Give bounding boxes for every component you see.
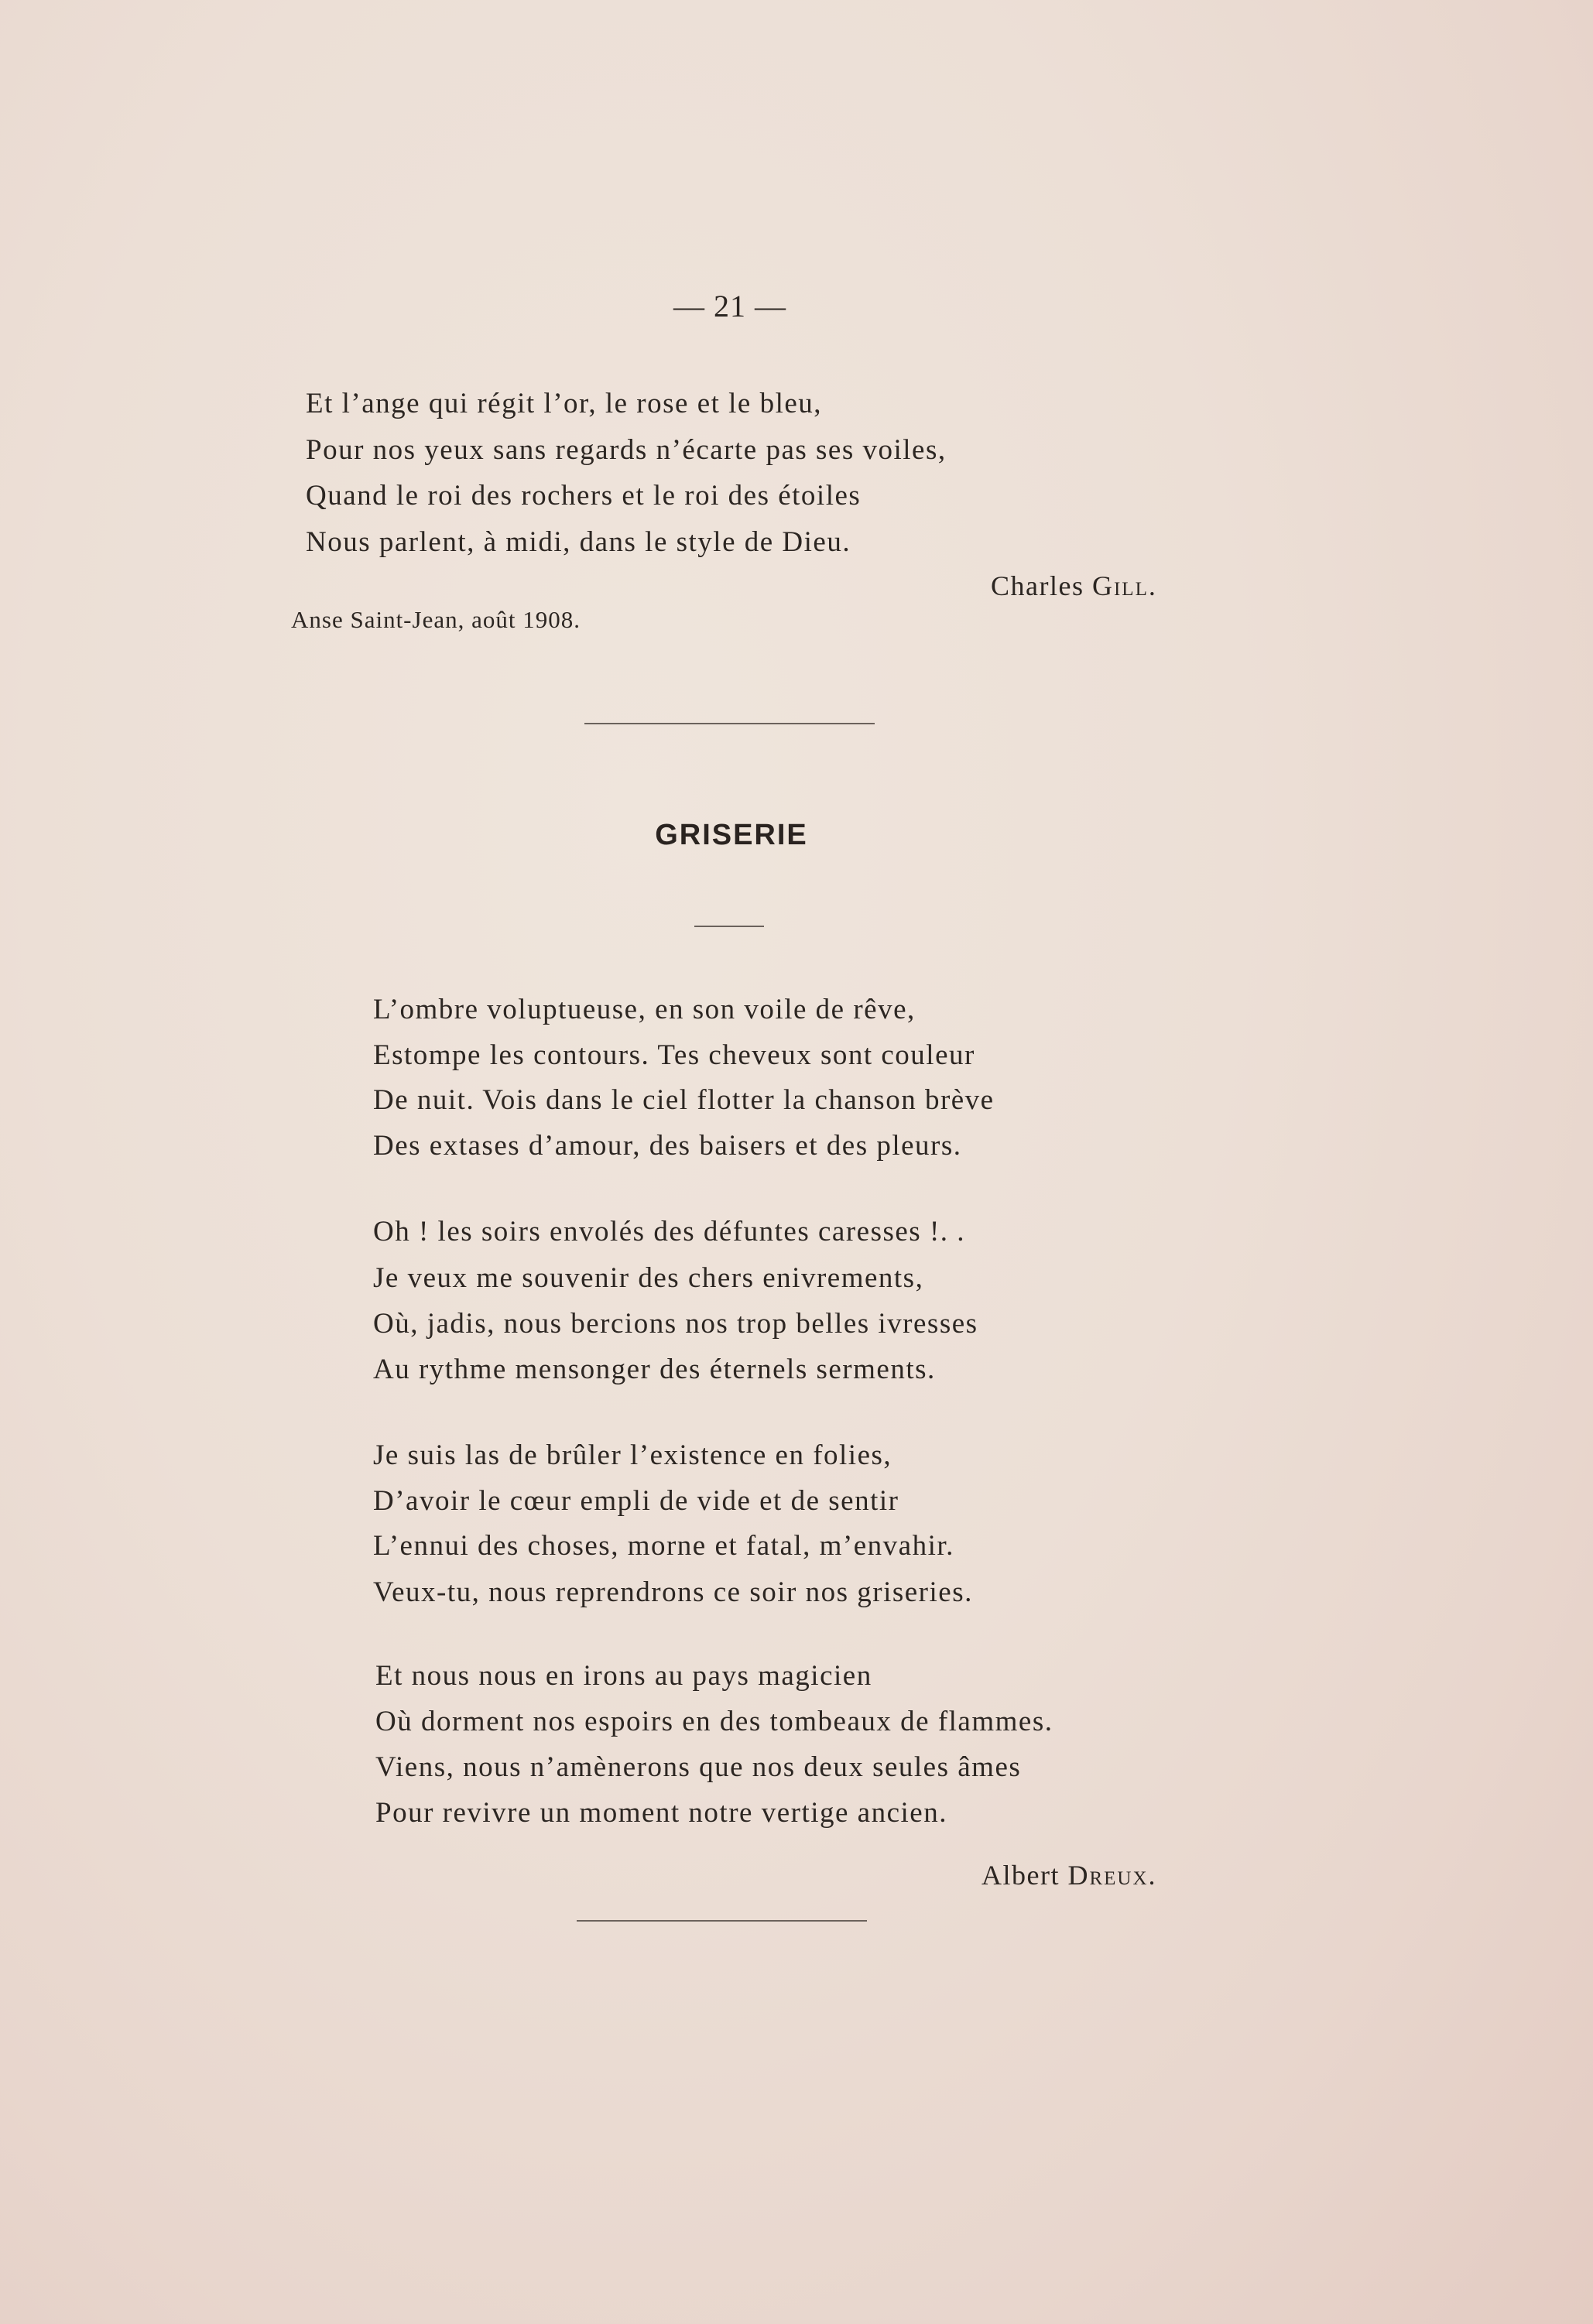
poem2-line: D’avoir le cœur empli de vide et de sentir: [373, 1485, 899, 1517]
poem1-line: Pour nos yeux sans regards n’écarte pas ses voiles,: [306, 434, 947, 466]
poem2-line: Veux-tu, nous reprendrons ce soir nos griseries.: [373, 1576, 973, 1608]
poem2-author-last: Dreux.: [1067, 1860, 1157, 1891]
section-divider-bottom: [577, 1920, 867, 1922]
poem2-line: Au rythme mensonger des éternels serments.: [373, 1354, 936, 1385]
poem2-line: Je veux me souvenir des chers enivrements,: [373, 1262, 924, 1294]
poem2-line: Je suis las de brûler l’existence en folies,: [373, 1439, 892, 1471]
poem1-line: Quand le roi des rochers et le roi des étoiles: [306, 480, 862, 512]
poem1-author: [991, 570, 1157, 602]
poem2-line: Viens, nous n’amènerons que nos deux seules âmes: [375, 1751, 1022, 1783]
poem2-line: L’ennui des choses, morne et fatal, m’envahir.: [373, 1530, 954, 1562]
poem2-line: Où dorment nos espoirs en des tombeaux de flammes.: [375, 1706, 1053, 1737]
poem1-place-date: Anse Saint-Jean, août 1908.: [291, 606, 581, 633]
poem2-line: Pour revivre un moment notre vertige ancien.: [375, 1797, 947, 1829]
poem2-line: Estompe les contours. Tes cheveux sont couleur: [373, 1039, 975, 1071]
poem1-line: Et l’ange qui régit l’or, le rose et le bleu,: [306, 388, 823, 419]
poem2-line: Où, jadis, nous bercions nos trop belles ivresses: [373, 1308, 978, 1340]
poem2-line: L’ombre voluptueuse, en son voile de rêve,: [373, 994, 916, 1025]
poem2-line: Des extases d’amour, des baisers et des pleurs.: [373, 1130, 962, 1162]
poem2-author: [981, 1859, 1157, 1891]
poem1-author-last: Gill.: [1091, 570, 1157, 601]
poem2-title: GRISERIE: [655, 819, 808, 851]
poem2-author-first: Albert: [981, 1860, 1060, 1891]
poem2-line: De nuit. Vois dans le ciel flotter la chanson brève: [373, 1084, 995, 1116]
poem2-line: Oh ! les soirs envolés des défuntes caresses !. .: [373, 1216, 966, 1248]
poem2-line: Et nous nous en irons au pays magicien: [375, 1660, 872, 1692]
section-divider: [584, 723, 875, 724]
poem1-author-first: Charles: [991, 570, 1084, 601]
page-number: — 21 —: [673, 289, 786, 323]
poem1-line: Nous parlent, à midi, dans le style de Dieu.: [306, 526, 851, 558]
title-underline: [694, 926, 764, 927]
